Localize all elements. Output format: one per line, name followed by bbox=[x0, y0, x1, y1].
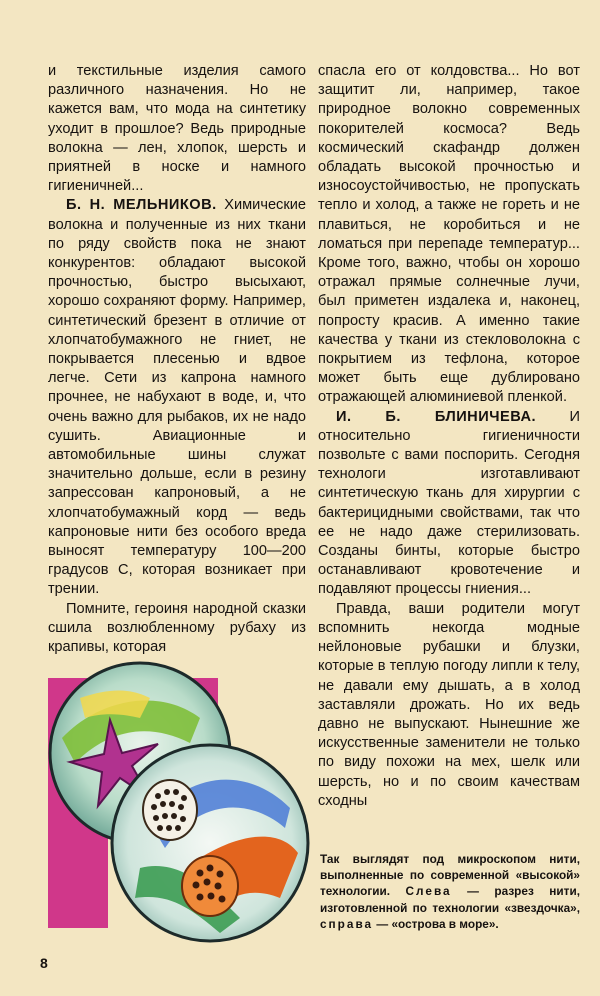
caption-left-label: Слева bbox=[405, 884, 452, 899]
paragraph-text: И относительно гигиеничности позвольте с вами поспорить. Сегодня технологи изготавливают синтетическую ткань для хирургии с бактерицидными свойствами, так что ее не надо даже стерилизовать. Созданы бинты, которые быстро останавливают кровотечение и подавляют процессы гниения... bbox=[318, 408, 580, 598]
paragraph: спасла его от колдовства... Но вот защитит ли, например, такое природное волокно современных покорителей космоса? Ведь космический скафандр должен обладать высокой прочностью и износоустойчивостью, не пропускать тепло и холод, а также не гореть и не плавиться, не коробиться и не ломаться при перепаде температур... Кроме того, важно, чтобы он хорошо отражал прямые солнечные лучи, был приметен издалека и, наконец, попросту красив. А именно такие качества у ткани из стекловолокна с покрытием из тефлона, которое может быть еще дублировано отражающей алюминиевой пленкой. bbox=[318, 63, 580, 406]
paragraph: и текстильные изделия самого различного назначения. Но не кажется вам, что мода на синтетику уходит в прошлое? Ведь природные волокна — лен, хлопок, шерсть и приятней в носке и намного гигиеничней... bbox=[48, 63, 306, 195]
caption-text: — разрез нити, изготовленной по технологии «звездочка», bbox=[320, 884, 580, 915]
left-text-column bbox=[48, 62, 306, 657]
paragraph bbox=[318, 408, 580, 600]
caption-text: — «острова в море». bbox=[376, 916, 499, 931]
caption-right-label: справа bbox=[320, 916, 374, 931]
microscope-illustration bbox=[40, 658, 312, 943]
speaker-name: И. Б. БЛИНИЧЕВА. bbox=[336, 408, 537, 425]
caption-text: Так выглядят под микроскопом нити, выполненные по современной «высокой» технологии. bbox=[320, 852, 580, 899]
paragraph: Помните, героиня народной сказки сшила возлюбленному рубаху из крапивы, которая bbox=[48, 600, 306, 656]
paragraph bbox=[48, 196, 306, 599]
right-text-column bbox=[318, 62, 580, 811]
paragraph: Правда, ваши родители могут вспомнить некогда модные нейлоновые рубашки и блузки, которые в теплую погоду липли к телу, не давали ему дышать, а в холод заставляли дрожать. Но их ведь давно не выпускают. Нынешние же искусственные заменители не только по виду похожи на мех, шелк или шерсть, но и по своим качествам сходны bbox=[318, 600, 580, 809]
star-cross-section bbox=[143, 780, 197, 840]
figure-caption bbox=[320, 851, 580, 932]
speaker-name: Б. Н. МЕЛЬНИКОВ. bbox=[66, 197, 217, 214]
paragraph-text: Химические волокна и полученные из них ткани по ряду свойств пока не знают конкурентов: обладают высокой прочностью, быстро высыхают, хорошо сохраняют форму. Например, синтетический брезент в отличие от хлопчатобумажного не гниет, не покрывается плесенью и вдвое легче. Сети из капрона намного прочнее, не набухают в воде, и, что очень важно для рыбаков, их не надо сушить. Авиационные и автомобильные шины служат значительно дольше, если в резину запрессован капроновый, а не хлопчатобумажный корд — ведь капроновые нити без особого вреда выносят температуру 100—200 градусов С, которая возникает при трении. bbox=[48, 197, 307, 598]
page-number: 8 bbox=[40, 955, 48, 971]
